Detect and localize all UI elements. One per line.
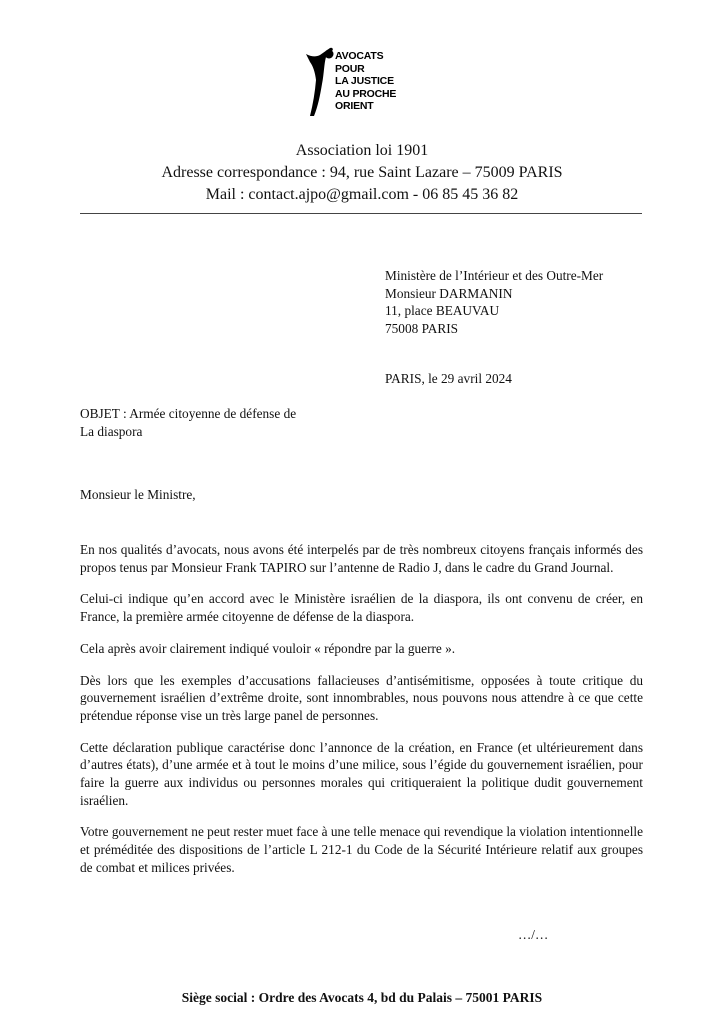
body-paragraph: Cela après avoir clairement indiqué vouloir « répondre par la guerre ». <box>80 640 456 656</box>
letter-date: PARIS, le 29 avril 2024 <box>385 371 512 386</box>
letterhead <box>0 140 724 206</box>
logo-line: ORIENT <box>335 100 374 113</box>
salutation: Monsieur le Ministre, <box>80 487 196 502</box>
logo-line: POUR <box>335 62 365 75</box>
continuation-mark: …/… <box>518 927 549 942</box>
logo-line: LA JUSTICE <box>335 75 394 88</box>
recipient-line: Monsieur DARMANIN <box>385 285 513 301</box>
registered-office-footer: Siège social : Ordre des Avocats 4, bd du Palais – 75001 PARIS <box>181 990 543 1005</box>
contact-mail: Mail : contact.ajpo@gmail.com - 06 85 45 36 82 <box>205 186 519 203</box>
logo-text <box>335 50 396 113</box>
subject-line: La diaspora <box>80 423 143 439</box>
body-paragraph: Celui-ci indique qu’en accord avec le Ministère israélien de la diaspora, ils ont convenu de créer, en France, la première armée citoyenne de défense de la diaspora. <box>80 591 643 625</box>
recipient-line: Ministère de l’Intérieur et des Outre-Mer <box>385 268 604 283</box>
association-logo <box>302 44 432 124</box>
letter-body <box>80 541 643 891</box>
correspondence-address: Adresse correspondance : 94, rue Saint Lazare – 75009 PARIS <box>161 164 563 181</box>
logo-line: AVOCATS <box>335 50 384 62</box>
recipient-line: 11, place BEAUVAU <box>385 303 500 318</box>
recipient-line: 75008 PARIS <box>385 320 459 336</box>
body-paragraph: Cette déclaration publique caractérise donc l’annonce de la création, en France (et ultérieurement dans d’autres états), d’une armée et à tout le moins d’une milice, sous l’égide du gouvernement israélien, pour faire la guerre aux individus ou personnes morales qui critiqueraient la politique dudit gouvernement israélien. <box>80 739 643 808</box>
logo-line: AU PROCHE <box>335 87 397 100</box>
subject-line: OBJET : Armée citoyenne de défense de <box>80 406 297 421</box>
header-divider <box>80 213 642 214</box>
body-paragraph: En nos qualités d’avocats, nous avons été interpelés par de très nombreux citoyens français informés des propos tenus par Monsieur Frank TAPIRO sur l’antenne de Radio J, dans le cadre du Grand Journal. <box>80 542 643 575</box>
body-paragraph: Votre gouvernement ne peut rester muet face à une telle menace qui revendique la violation intentionnelle et préméditée des dispositions de l’article L 212-1 du Code de la Sécurité Intérieure relatif aux groupes de combat et milices privées. <box>80 824 643 875</box>
association-status: Association loi 1901 <box>295 142 429 159</box>
body-paragraph: Dès lors que les exemples d’accusations fallacieuses d’antisémitisme, opposées à toute critique du gouvernement israélien d’extrême droite, sont innombrables, nous pouvons nous attendre à ce que cette prétendue réponse vise un très large panel de personnes. <box>80 672 643 723</box>
recipient-address <box>385 267 603 337</box>
letter-subject <box>80 405 296 440</box>
